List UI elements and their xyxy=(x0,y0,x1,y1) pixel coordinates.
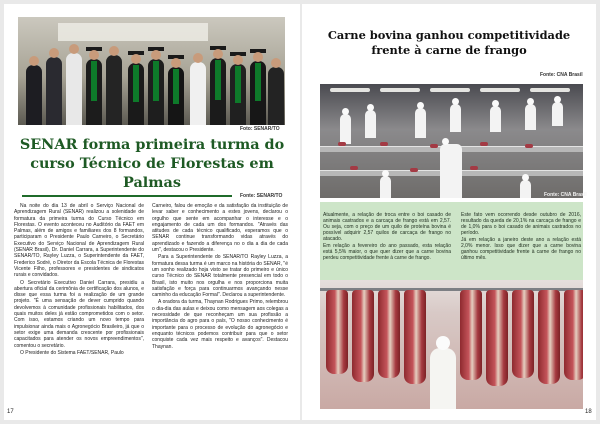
highlight-column-1 xyxy=(323,212,451,262)
photo-credit: Fonte: CNA Brasil xyxy=(540,72,583,78)
paragraph: Já em relação a janeiro deste ano a relação está 2,0% menor. Isso que dizer que a carne bovina ganhou competitividade frente à carne de frango no último mês. xyxy=(461,236,581,262)
article-headline: SENAR forma primeira turma do curso Técnico de Florestas em Palmas xyxy=(19,136,285,191)
photo-credit: Foto: SENAR/TO xyxy=(240,126,280,132)
article-column-2 xyxy=(152,203,288,351)
highlight-column-2 xyxy=(461,212,581,262)
left-page xyxy=(4,4,300,420)
right-page xyxy=(302,4,596,420)
photo-credit: Fonte: CNA Brasil xyxy=(544,192,587,198)
magazine-spread xyxy=(4,4,596,420)
paragraph: Atualmente, a relação de troca entre o boi casado de animais castrados e a carcaça de frango está em 2,57. Ou seja, com o preço de um quilo de proteína bovina é possível adquirir 2,57 quilos de carcaça de frango no atacado. xyxy=(323,212,451,243)
paragraph: O Presidente do Sistema FAET/SENAR, Paulo xyxy=(20,349,124,356)
paragraph: A oradora da turma, Thaynan Rodrigues Primo, relembrou o dia-dia das aulas e deixou como mensagem aos colegas a necessidade de que reconheçam um sua profissão a importância do agro para o país, "O nosso conhecimento é importante para o processo de evolução do agronegócio e enquanto técnicos podemos contribuir para que o setor conquiste cada vez mais respeito e avanços". Destacou Thaynan. xyxy=(152,299,288,350)
paragraph: O Secretário Executivo Daniel Carrara, presidiu a abertura oficial da cerimônia de certificação dos alunos, e disse que essa turma foi a realização de um grande projeto. "É uma sensação de dever cumprido quando devolvemos à comunidade profissionais habilitados, dos quais muitos deles já estão comprometidos com o setor. Com isso, estamos criando um novo tempo para impulsionar ainda mais o Agronegócio Brasileiro, já que o setor exige uma demanda crescente por profissionais capacitados para atender os novos empreendimentos", comentou o secretário. xyxy=(14,279,144,349)
page-number: 17 xyxy=(7,409,14,415)
headline-rule xyxy=(22,195,232,197)
meat-processing-photo xyxy=(320,84,583,198)
paragraph: Este fato vem ocorrendo desde outubro de 2016, resultado da queda de 20,1% na carcaça de frango e de 1,0% para o boi casado de animais castrados no período. xyxy=(461,212,581,237)
article-column-1 xyxy=(14,203,144,357)
text-credit: Fonte: SENAR/TO xyxy=(240,193,283,199)
page-number: 18 xyxy=(585,409,592,415)
paragraph: Em relação a fevereiro do ano passado, esta relação está 5,5% maior, o que quer dizer que a carne bovina perdeu competitividade frente à carne de frango. xyxy=(323,242,451,262)
paragraph: Carneiro, falou de emoção e da satisfação da instituição de levar saber e conhecimento a estes jovens, declarou o orgulho que sente em acompanhar o interesse e o engajamento de cada um dos formandos. "Através das atitudes de cada técnico qualificado, esperamos que o SENAR continue transformando vidas através do aprendizado e fazendo a diferença no o dia a dia de cada um", destacou o Presidente. xyxy=(152,203,288,254)
graduation-photo xyxy=(18,17,285,125)
article-headline: Carne bovina ganhou competitividade frente à carne de frango xyxy=(327,28,571,57)
beef-carcass-photo xyxy=(320,272,583,409)
paragraph: Para a Superintendente do SENAR/TO Rayley Luzza, a formatura dessa turma é um marco na história do SENAR, "é um sonho realizado hoja visto se tratar do primeiro e único curso Técnico do SENAR totalmente presencial em todo o Brasil, isto muito nos orgulha e nos proporciona muita satisfação e força para continuarmos avançando nesse caminho da educação Formal". Declarou a superintendente. xyxy=(152,254,288,299)
paragraph: Na noite do dia 13 de abril o Serviço Nacional de Aprendizagem Rural (SENAR) realizou a solenidade de formatura da primeira turma do Curso Técnico em Florestas. O evento aconteceu no Auditório da FAET em Palmas, além de amigos e familiares dos 8 formandos, participaram o Presidente Paulo Carneiro, o Secretário Executivo do Serviço Nacional de Aprendizagem Rural (SENAR Brasil), Dr. Daniel Carrara, a Superintendente do SENAR/TO, Rayley Luzza, o Superintendente da FAET, Frederico Sodré, o Diretor da Escola Técnica de Florestas Vicente Filho, professores e presidentes de sindicatos rurais e convidados. xyxy=(14,203,144,279)
